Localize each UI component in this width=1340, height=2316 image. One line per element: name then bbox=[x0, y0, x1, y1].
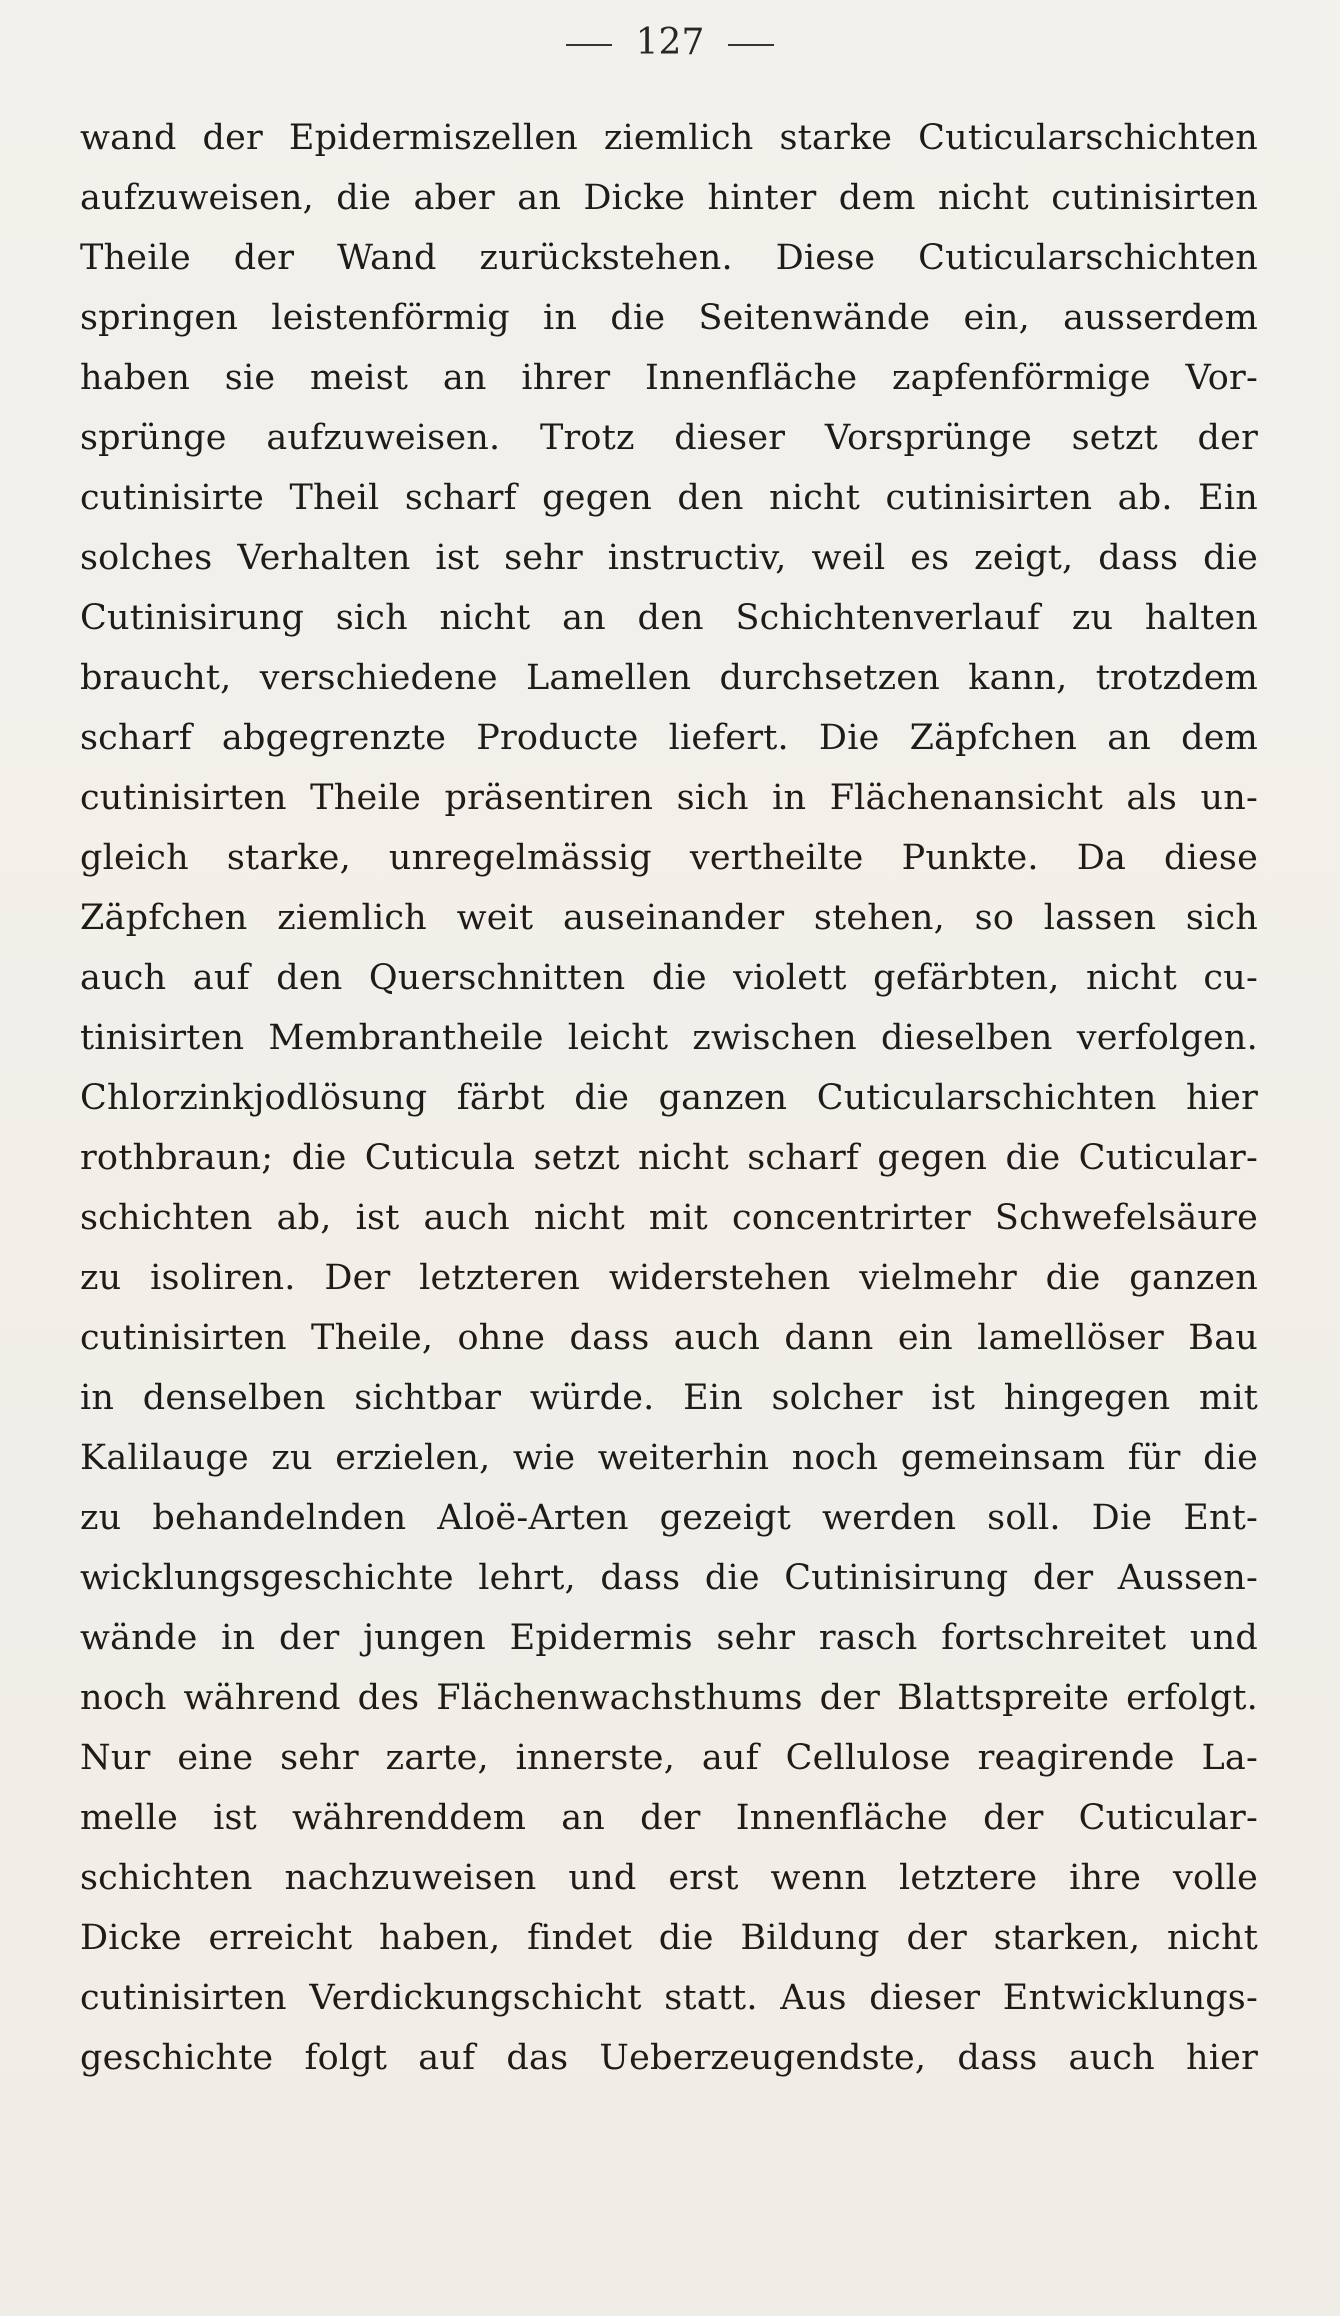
text-line: scharf abgegrenzte Producte liefert. Die Zäpfchen an dem bbox=[80, 718, 1258, 758]
text-line: braucht, verschiedene Lamellen durchsetzen kann, trotzdem bbox=[80, 658, 1258, 698]
header-dash-right bbox=[728, 44, 774, 46]
text-line: gleich starke, unregelmässig vertheilte Punkte. Da diese bbox=[80, 838, 1258, 878]
text-line: cutinisirte Theil scharf gegen den nicht cutinisirten ab. Ein bbox=[80, 478, 1258, 518]
text-line: cutinisirten Verdickungschicht statt. Aus dieser Entwicklungs- bbox=[80, 1978, 1258, 2018]
text-line: Nur eine sehr zarte, innerste, auf Cellulose reagirende La- bbox=[80, 1738, 1258, 1778]
text-line: Cutinisirung sich nicht an den Schichtenverlauf zu halten bbox=[80, 598, 1258, 638]
text-line: zu behandelnden Aloë-Arten gezeigt werden soll. Die Ent- bbox=[80, 1498, 1258, 1538]
page-number: 127 bbox=[635, 22, 705, 63]
text-line: sprünge aufzuweisen. Trotz dieser Vorsprünge setzt der bbox=[80, 418, 1258, 458]
text-line: Kalilauge zu erzielen, wie weiterhin noch gemeinsam für die bbox=[80, 1438, 1258, 1478]
text-line: melle ist währenddem an der Innenfläche der Cuticular- bbox=[80, 1798, 1258, 1838]
body-text bbox=[80, 108, 1258, 2088]
header-dash-left bbox=[566, 44, 612, 46]
text-line: geschichte folgt auf das Ueberzeugendste, dass auch hier bbox=[80, 2038, 1258, 2078]
text-line: haben sie meist an ihrer Innenfläche zapfenförmige Vor- bbox=[80, 358, 1258, 398]
text-line: Dicke erreicht haben, findet die Bildung der starken, nicht bbox=[80, 1918, 1258, 1958]
text-line: wand der Epidermiszellen ziemlich starke Cuticularschichten bbox=[80, 118, 1258, 158]
text-line: wicklungsgeschichte lehrt, dass die Cutinisirung der Aussen- bbox=[80, 1558, 1258, 1598]
text-line: springen leistenförmig in die Seitenwände ein, ausserdem bbox=[80, 298, 1258, 338]
text-line: tinisirten Membrantheile leicht zwischen dieselben verfolgen. bbox=[80, 1018, 1258, 1058]
text-line: rothbraun; die Cuticula setzt nicht scharf gegen die Cuticular- bbox=[80, 1138, 1258, 1178]
text-line: schichten nachzuweisen und erst wenn letztere ihre volle bbox=[80, 1858, 1258, 1898]
text-line: cutinisirten Theile präsentiren sich in Flächenansicht als un- bbox=[80, 778, 1258, 818]
text-line: in denselben sichtbar würde. Ein solcher ist hingegen mit bbox=[80, 1378, 1258, 1418]
text-line: Chlorzinkjodlösung färbt die ganzen Cuticularschichten hier bbox=[80, 1078, 1258, 1118]
text-line: schichten ab, ist auch nicht mit concentrirter Schwefelsäure bbox=[80, 1198, 1258, 1238]
text-line: wände in der jungen Epidermis sehr rasch fortschreitet und bbox=[80, 1618, 1258, 1658]
text-line: noch während des Flächenwachsthums der Blattspreite erfolgt. bbox=[80, 1678, 1258, 1718]
text-line: aufzuweisen, die aber an Dicke hinter dem nicht cutinisirten bbox=[80, 178, 1258, 218]
text-line: Zäpfchen ziemlich weit auseinander stehen, so lassen sich bbox=[80, 898, 1258, 938]
text-line: zu isoliren. Der letzteren widerstehen vielmehr die ganzen bbox=[80, 1258, 1258, 1298]
text-line: cutinisirten Theile, ohne dass auch dann ein lamellöser Bau bbox=[80, 1318, 1258, 1358]
text-line: auch auf den Querschnitten die violett gefärbten, nicht cu- bbox=[80, 958, 1258, 998]
page-header bbox=[0, 18, 1340, 68]
text-line: Theile der Wand zurückstehen. Diese Cuticularschichten bbox=[80, 238, 1258, 278]
text-line: solches Verhalten ist sehr instructiv, weil es zeigt, dass die bbox=[80, 538, 1258, 578]
